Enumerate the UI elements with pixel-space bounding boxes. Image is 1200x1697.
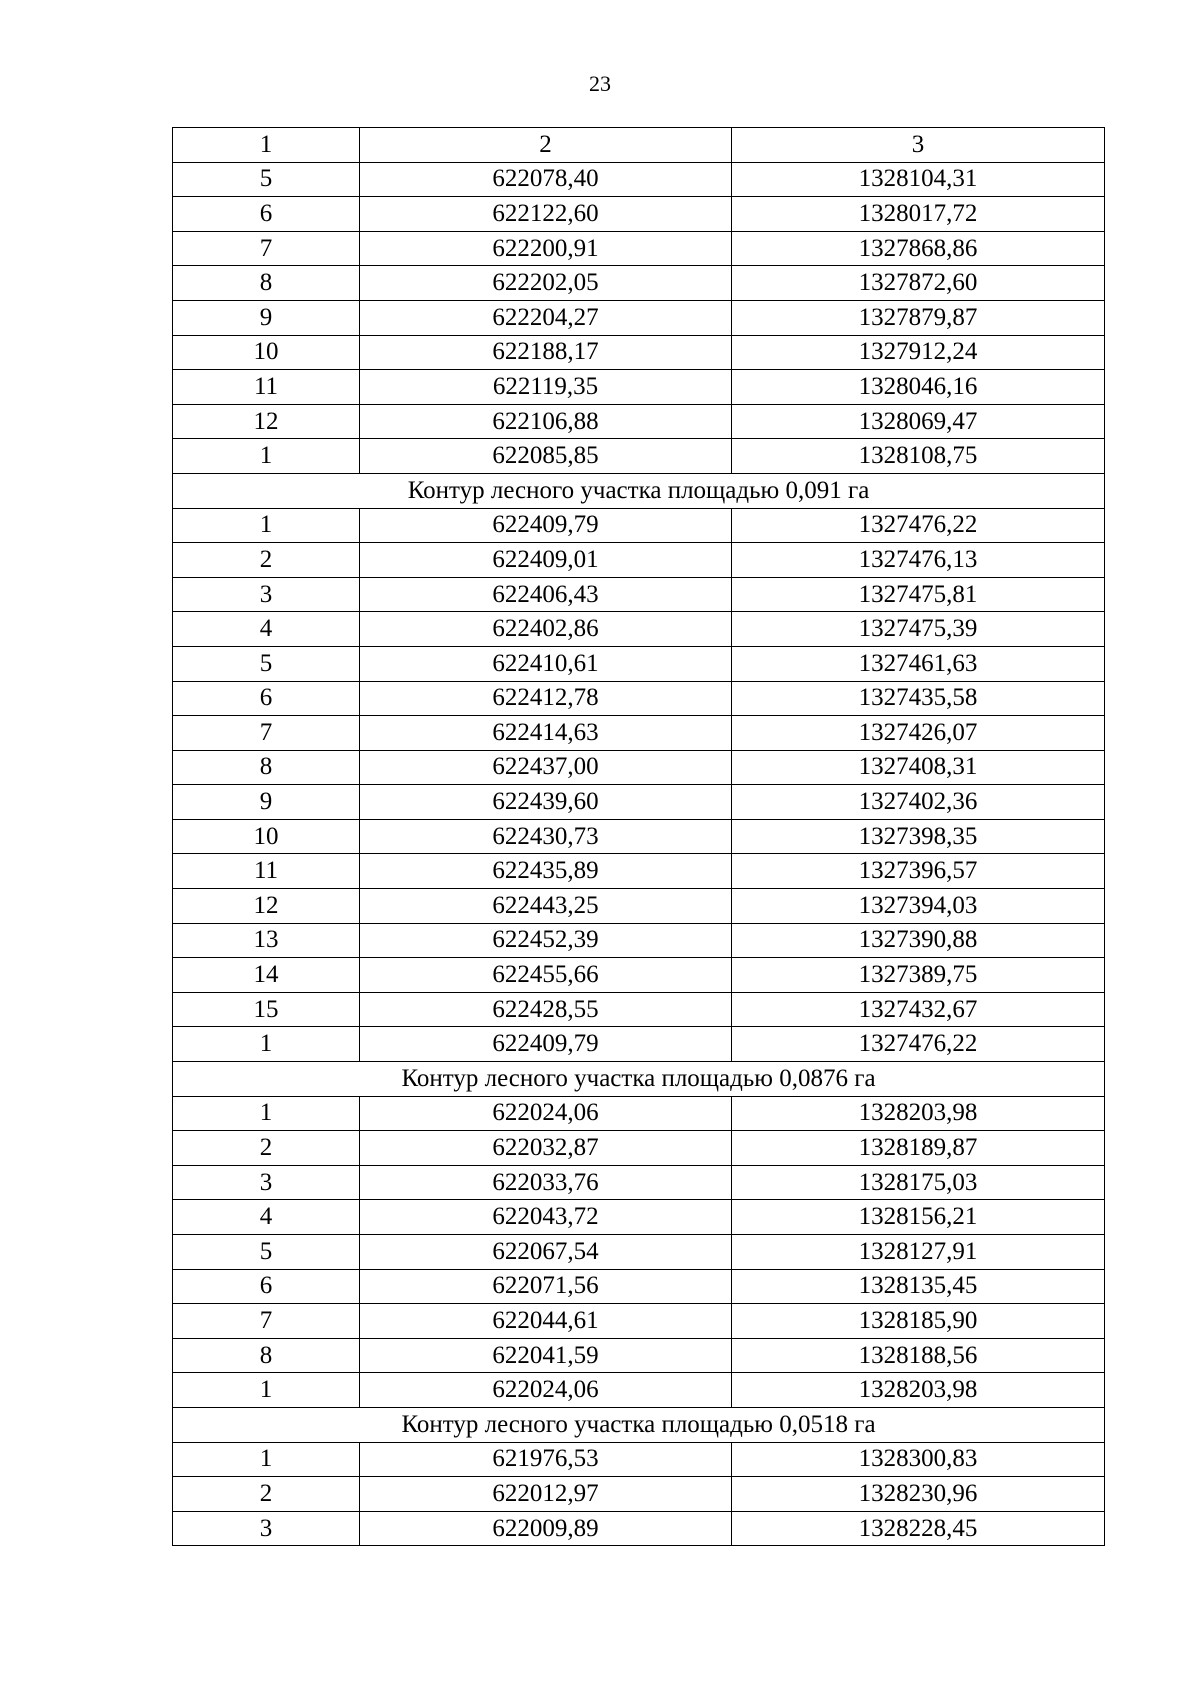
x-coordinate-cell: 621976,53: [360, 1442, 732, 1477]
x-coordinate-cell: 622443,25: [360, 889, 732, 924]
x-coordinate-cell: 2: [360, 128, 732, 163]
x-coordinate-cell: 622041,59: [360, 1338, 732, 1373]
x-coordinate-cell: 622409,79: [360, 508, 732, 543]
y-coordinate-cell: 1327476,22: [732, 508, 1105, 543]
point-number-cell: 3: [173, 1511, 360, 1546]
table-row: [173, 1338, 1105, 1373]
y-coordinate-cell: 1327476,22: [732, 1027, 1105, 1062]
table-row: [173, 854, 1105, 889]
point-number-cell: 2: [173, 1131, 360, 1166]
x-coordinate-cell: 622024,06: [360, 1373, 732, 1408]
point-number-cell: 5: [173, 1235, 360, 1270]
point-number-cell: 1: [173, 508, 360, 543]
x-coordinate-cell: 622067,54: [360, 1235, 732, 1270]
x-coordinate-cell: 622402,86: [360, 612, 732, 647]
x-coordinate-cell: 622406,43: [360, 577, 732, 612]
x-coordinate-cell: 622414,63: [360, 716, 732, 751]
section-header-row: [173, 473, 1105, 508]
y-coordinate-cell: 1327912,24: [732, 335, 1105, 370]
y-coordinate-cell: 1327432,67: [732, 992, 1105, 1027]
section-header-row: [173, 1062, 1105, 1097]
point-number-cell: 2: [173, 543, 360, 578]
y-coordinate-cell: 1328046,16: [732, 370, 1105, 405]
point-number-cell: 15: [173, 992, 360, 1027]
point-number-cell: 12: [173, 404, 360, 439]
y-coordinate-cell: 1328017,72: [732, 197, 1105, 232]
point-number-cell: 4: [173, 612, 360, 647]
y-coordinate-cell: 1327475,81: [732, 577, 1105, 612]
x-coordinate-cell: 622009,89: [360, 1511, 732, 1546]
point-number-cell: 8: [173, 1338, 360, 1373]
y-coordinate-cell: 1328104,31: [732, 162, 1105, 197]
x-coordinate-cell: 622428,55: [360, 992, 732, 1027]
table-row: [173, 1373, 1105, 1408]
point-number-cell: 7: [173, 231, 360, 266]
y-coordinate-cell: 1328188,56: [732, 1338, 1105, 1373]
y-coordinate-cell: 1327868,86: [732, 231, 1105, 266]
x-coordinate-cell: 622122,60: [360, 197, 732, 232]
point-number-cell: 11: [173, 370, 360, 405]
x-coordinate-cell: 622202,05: [360, 266, 732, 301]
point-number-cell: 7: [173, 716, 360, 751]
table-row: [173, 1304, 1105, 1339]
table-row: [173, 1131, 1105, 1166]
y-coordinate-cell: 1327408,31: [732, 750, 1105, 785]
y-coordinate-cell: 1328189,87: [732, 1131, 1105, 1166]
point-number-cell: 1: [173, 1096, 360, 1131]
x-coordinate-cell: 622078,40: [360, 162, 732, 197]
point-number-cell: 9: [173, 300, 360, 335]
section-title: Контур лесного участка площадью 0,0518 га: [173, 1407, 1105, 1442]
point-number-cell: 6: [173, 681, 360, 716]
x-coordinate-cell: 622409,79: [360, 1027, 732, 1062]
y-coordinate-cell: 3: [732, 128, 1105, 163]
y-coordinate-cell: 1328156,21: [732, 1200, 1105, 1235]
y-coordinate-cell: 1328108,75: [732, 439, 1105, 474]
y-coordinate-cell: 1327398,35: [732, 819, 1105, 854]
table-row: [173, 1442, 1105, 1477]
table-row: [173, 923, 1105, 958]
point-number-cell: 1: [173, 1442, 360, 1477]
table-row: [173, 1477, 1105, 1512]
section-title: Контур лесного участка площадью 0,0876 га: [173, 1062, 1105, 1097]
point-number-cell: 10: [173, 335, 360, 370]
x-coordinate-cell: 622012,97: [360, 1477, 732, 1512]
table-row: [173, 819, 1105, 854]
point-number-cell: 8: [173, 750, 360, 785]
table-row: [173, 162, 1105, 197]
x-coordinate-cell: 622044,61: [360, 1304, 732, 1339]
table-row: [173, 889, 1105, 924]
table-row: [173, 681, 1105, 716]
y-coordinate-cell: 1327879,87: [732, 300, 1105, 335]
page-number: 23: [589, 71, 611, 96]
x-coordinate-cell: 622439,60: [360, 785, 732, 820]
table-row: [173, 1235, 1105, 1270]
point-number-cell: 7: [173, 1304, 360, 1339]
x-coordinate-cell: 622032,87: [360, 1131, 732, 1166]
table-row: [173, 543, 1105, 578]
point-number-cell: 5: [173, 646, 360, 681]
point-number-cell: 9: [173, 785, 360, 820]
point-number-cell: 2: [173, 1477, 360, 1512]
point-number-cell: 5: [173, 162, 360, 197]
table-row: [173, 958, 1105, 993]
x-coordinate-cell: 622200,91: [360, 231, 732, 266]
y-coordinate-cell: 1328203,98: [732, 1096, 1105, 1131]
point-number-cell: 1: [173, 128, 360, 163]
x-coordinate-cell: 622024,06: [360, 1096, 732, 1131]
table-row: [173, 716, 1105, 751]
table-row: [173, 1269, 1105, 1304]
y-coordinate-cell: 1327402,36: [732, 785, 1105, 820]
section-header-row: [173, 1407, 1105, 1442]
y-coordinate-cell: 1328069,47: [732, 404, 1105, 439]
table-row: [173, 1200, 1105, 1235]
y-coordinate-cell: 1328127,91: [732, 1235, 1105, 1270]
y-coordinate-cell: 1327394,03: [732, 889, 1105, 924]
table-row: [173, 1511, 1105, 1546]
x-coordinate-cell: 622043,72: [360, 1200, 732, 1235]
y-coordinate-cell: 1328135,45: [732, 1269, 1105, 1304]
column-number-row: [173, 128, 1105, 163]
point-number-cell: 6: [173, 197, 360, 232]
table-row: [173, 370, 1105, 405]
x-coordinate-cell: 622409,01: [360, 543, 732, 578]
x-coordinate-cell: 622071,56: [360, 1269, 732, 1304]
table-row: [173, 992, 1105, 1027]
point-number-cell: 3: [173, 577, 360, 612]
y-coordinate-cell: 1328185,90: [732, 1304, 1105, 1339]
point-number-cell: 1: [173, 1027, 360, 1062]
point-number-cell: 6: [173, 1269, 360, 1304]
table-row: [173, 646, 1105, 681]
x-coordinate-cell: 622119,35: [360, 370, 732, 405]
table-row: [173, 1165, 1105, 1200]
point-number-cell: 12: [173, 889, 360, 924]
x-coordinate-cell: 622188,17: [360, 335, 732, 370]
table-row: [173, 404, 1105, 439]
y-coordinate-cell: 1327475,39: [732, 612, 1105, 647]
table-row: [173, 197, 1105, 232]
x-coordinate-cell: 622437,00: [360, 750, 732, 785]
point-number-cell: 4: [173, 1200, 360, 1235]
y-coordinate-cell: 1327476,13: [732, 543, 1105, 578]
x-coordinate-cell: 622435,89: [360, 854, 732, 889]
y-coordinate-cell: 1328230,96: [732, 1477, 1105, 1512]
point-number-cell: 10: [173, 819, 360, 854]
y-coordinate-cell: 1328203,98: [732, 1373, 1105, 1408]
point-number-cell: 8: [173, 266, 360, 301]
x-coordinate-cell: 622430,73: [360, 819, 732, 854]
y-coordinate-cell: 1328300,83: [732, 1442, 1105, 1477]
table-row: [173, 335, 1105, 370]
y-coordinate-cell: 1328228,45: [732, 1511, 1105, 1546]
table-row: [173, 750, 1105, 785]
table-row: [173, 612, 1105, 647]
table-row: [173, 300, 1105, 335]
coordinates-table: [172, 127, 1105, 1546]
point-number-cell: 1: [173, 439, 360, 474]
point-number-cell: 14: [173, 958, 360, 993]
y-coordinate-cell: 1328175,03: [732, 1165, 1105, 1200]
y-coordinate-cell: 1327426,07: [732, 716, 1105, 751]
y-coordinate-cell: 1327435,58: [732, 681, 1105, 716]
y-coordinate-cell: 1327461,63: [732, 646, 1105, 681]
y-coordinate-cell: 1327872,60: [732, 266, 1105, 301]
table-row: [173, 439, 1105, 474]
y-coordinate-cell: 1327390,88: [732, 923, 1105, 958]
x-coordinate-cell: 622085,85: [360, 439, 732, 474]
table-row: [173, 231, 1105, 266]
coordinates-table-body: [173, 128, 1105, 1546]
table-row: [173, 577, 1105, 612]
y-coordinate-cell: 1327389,75: [732, 958, 1105, 993]
x-coordinate-cell: 622204,27: [360, 300, 732, 335]
x-coordinate-cell: 622106,88: [360, 404, 732, 439]
table-row: [173, 1096, 1105, 1131]
x-coordinate-cell: 622412,78: [360, 681, 732, 716]
point-number-cell: 1: [173, 1373, 360, 1408]
x-coordinate-cell: 622033,76: [360, 1165, 732, 1200]
point-number-cell: 3: [173, 1165, 360, 1200]
x-coordinate-cell: 622410,61: [360, 646, 732, 681]
x-coordinate-cell: 622455,66: [360, 958, 732, 993]
x-coordinate-cell: 622452,39: [360, 923, 732, 958]
section-title: Контур лесного участка площадью 0,091 га: [173, 473, 1105, 508]
table-row: [173, 785, 1105, 820]
table-row: [173, 266, 1105, 301]
table-row: [173, 1027, 1105, 1062]
y-coordinate-cell: 1327396,57: [732, 854, 1105, 889]
point-number-cell: 11: [173, 854, 360, 889]
point-number-cell: 13: [173, 923, 360, 958]
table-row: [173, 508, 1105, 543]
